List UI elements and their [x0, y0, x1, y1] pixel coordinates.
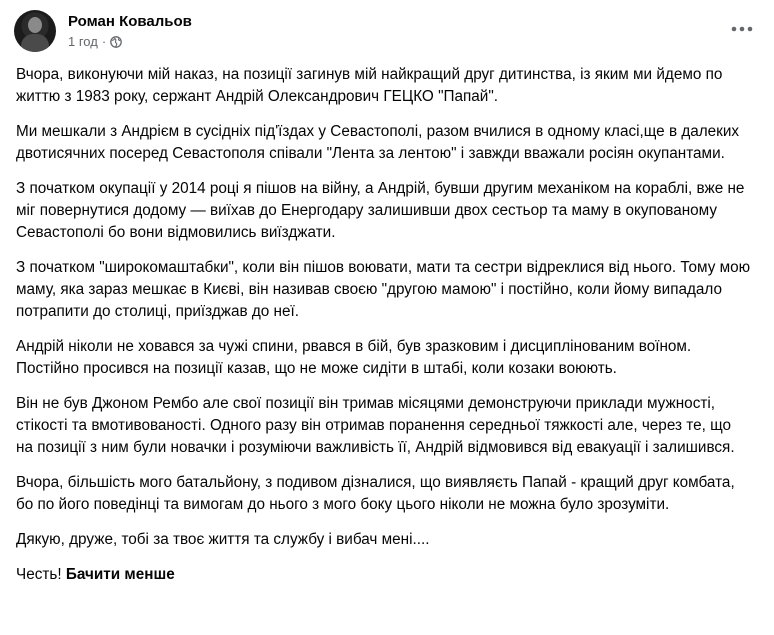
post-subline — [68, 34, 192, 50]
post-paragraph: Андрій ніколи не ховався за чужі спини, рвався в бій, був зразковим і дисциплінованим воїном. Постійно просився на позиції казав, що не може сидіти в штабі, коли козаки воюють. — [16, 338, 692, 377]
post-paragraph: Вчора, більшість мого батальйону, з подивом дізналися, що виявляєть Папай - кращий друг комбата, бо по його поведінці та вимогам до нього з мого боку цього ніколи не можна було зрозуміти. — [16, 474, 735, 513]
post-timestamp[interactable]: 1 год — [68, 34, 98, 49]
author-name[interactable]: Роман Ковальов — [68, 13, 192, 30]
separator-dot: · — [101, 34, 107, 49]
globe-icon[interactable] — [110, 36, 122, 48]
closing-text: Честь! — [16, 566, 66, 583]
post-paragraph: З початком "широкомаштабки", коли він пішов воювати, мати та сестри відреклися від нього. Тому мою маму, яка зараз мешкає в Києві, він називав своєю "другою мамою" і постійно, коли йому випадало потрапити до столиці, приїзджав до неї. — [16, 259, 751, 320]
post-meta — [68, 12, 192, 50]
post-paragraph: Вчора, виконуючи мій наказ, на позиції загинув мій найкращий друг дитинства, із яким ми йдемо по життю з 1983 року, сержант Андрій Олександрович ГЕЦКО "Папай". — [16, 66, 723, 105]
post-body — [16, 64, 751, 586]
post-header — [14, 10, 192, 52]
post-paragraph: З початком окупації у 2014 році я пішов на війну, а Андрій, бувши другим механіком на кораблі, вже не міг повернутися додому — виїхав до Енергодару залишивши двох сестьор та маму в окупованому Севастополі бо вони відмовились виїзджати. — [16, 180, 745, 241]
post-paragraph: Дякую, друже, тобі за твоє життя та службу і вибач мені.... — [16, 531, 430, 548]
post-paragraph: Він не був Джоном Рембо але свої позиції він тримав місяцями демонструючи приклади мужності, стікості та вмотивованості. Одного разу він отримав поранення середньої тяжкості але, через те, що на позиції з ним були новачки і розуміючи важливість її, Андрій відмовився від евакуації і залишився. — [16, 395, 735, 456]
more-options-button[interactable] — [728, 18, 756, 38]
post-last-line — [16, 564, 751, 586]
author-avatar[interactable] — [14, 10, 56, 52]
see-less-link[interactable]: Бачити менше — [65, 566, 175, 583]
more-horizontal-icon — [731, 19, 753, 37]
post-paragraph: Ми мешкали з Андрієм в сусідніх під'їздах у Севастополі, разом вчилися в одному класі,ще в далеких двотисячних посеред Севастополя співали "Лента за лентою" і завжди вважали росіян окупантами. — [16, 123, 740, 162]
